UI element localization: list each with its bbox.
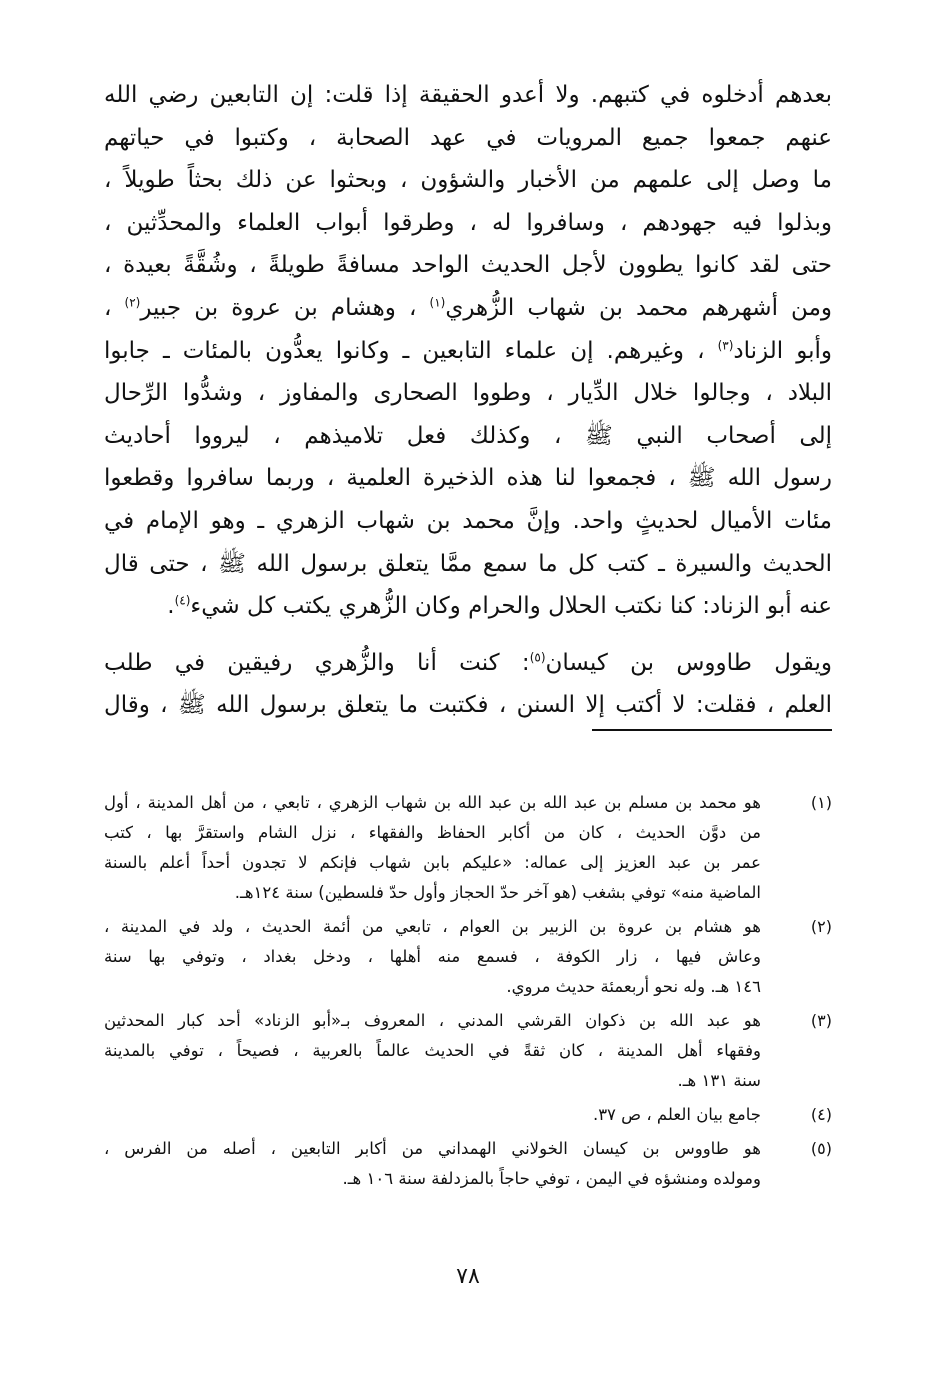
footnote-number: (٣)	[810, 1011, 832, 1030]
text-segment: عنه أبو الزناد: كنا نكتب الحلال والحرام وكان الزُّهري يكتب كل شيء	[190, 593, 832, 620]
text-line: وبذلوا فيه جهودهم ، وسافروا له ، وطرقوا أبواب العلماء والمحدِّثين ،	[104, 209, 832, 236]
text-line	[104, 330, 832, 373]
text-segment: .	[167, 593, 175, 620]
footnote-line: سنة ١٣١ هـ.	[677, 1071, 761, 1090]
text-line: عنهم جمعوا جميع المرويات في عهد الصحابة ، وكتبوا في حياتهم	[104, 124, 832, 151]
footnote-number: (٥)	[810, 1139, 832, 1158]
footnote	[104, 912, 832, 1002]
text-segment: ، وغيرهم. إن علماء التابعين ـ وكانوا يعدُّون بالمئات ـ جابوا	[104, 337, 718, 364]
text-line: رسول الله ﷺ ، فجمعوا لنا هذه الذخيرة العلمية ، وربما سافروا وقطعوا	[104, 465, 832, 492]
paragraph-2	[104, 642, 832, 727]
footnote-line: الماضية منه» توفي بشغب (هو آخر حدّ الحجاز وأول حدّ فلسطين) سنة ١٢٤هـ.	[234, 883, 761, 902]
footnote-line: هو هشام بن عروة بن الزبير بن العوام ، تابعي من أئمة الحديث ، ولد في المدينة ،	[104, 917, 761, 936]
footnote-body	[104, 1134, 761, 1194]
footnote-body	[104, 1100, 761, 1130]
footnote-line: عمر بن عبد العزيز إلى عماله: «عليكم بابن شهاب فإنكم لا تجدون أحداً أعلم بالسنة	[104, 853, 761, 872]
text-line: العلم ، فقلت: لا أكتب إلا السنن ، فكتبت ما يتعلق برسول الله ﷺ ، وقال	[104, 692, 832, 719]
footnote-line: هو محمد بن مسلم بن عبد الله بن عبد الله بن شهاب الزهري ، تابعي ، من أهل المدينة ، أول	[104, 793, 761, 812]
text-line: حتى لقد كانوا يطوون لأجل الحديث الواحد مسافةً طويلةً ، وشُقَّةً بعيدة ،	[104, 252, 832, 279]
page-number: ٧٨	[456, 1264, 480, 1289]
text-line: إلى أصحاب النبي ﷺ ، وكذلك فعل تلاميذهم ، ليرووا أحاديث	[104, 422, 832, 449]
footnote-number: (٤)	[810, 1105, 832, 1124]
footnote-line: وعاش فيها ، زار الكوفة ، فسمع منه أهلها ، ودخل بغداد ، وتوفي بها سنة	[104, 947, 761, 966]
text-line	[104, 287, 832, 330]
footnote-line: هو عبد الله بن ذكوان القرشي المدني ، المعروف بـ«أبو الزناد» أحد كبار المحدثين	[104, 1011, 761, 1030]
footnote-number: (١)	[810, 793, 832, 812]
text-segment: : كنت أنا والزُّهري رفيقين في طلب	[104, 649, 530, 676]
footnote	[104, 1100, 832, 1130]
main-text	[104, 74, 832, 727]
text-segment: ومن أشهرهم محمد بن شهاب الزُّهري	[445, 294, 832, 321]
footnote-line: من دوَّن الحديث ، كان من أكابر الحفاظ والفقهاء ، نزل الشام واستقرَّ بها ، كتب	[104, 823, 761, 842]
footnote-number: (٢)	[810, 917, 832, 936]
footnote	[104, 1006, 832, 1096]
paragraph-1	[104, 74, 832, 628]
text-line: ما وصل إلى علمهم من الأخبار والشؤون ، وبحثوا عن ذلك بحثاً طويلاً ،	[104, 167, 832, 194]
footnote-separator	[592, 729, 832, 731]
footnote	[104, 788, 832, 908]
text-segment: ويقول طاووس بن كيسان	[545, 649, 832, 676]
footnote-ref: (٥)	[529, 650, 546, 665]
footnote-line: ١٤٦ هـ. وله نحو أربعمئة حديث مروي.	[506, 977, 761, 996]
text-line	[104, 585, 832, 628]
text-segment: وأبو الزناد	[733, 337, 832, 364]
text-line: بعدهم أدخلوه في كتبهم. ولا أعدو الحقيقة إذا قلت: إن التابعين رضي الله	[104, 82, 832, 108]
text-segment: ،	[104, 294, 125, 321]
footnote-ref: (٣)	[717, 337, 734, 352]
footnote-line: جامع بيان العلم ، ص ٣٧.	[592, 1105, 761, 1124]
footnote-ref: (٤)	[174, 593, 191, 608]
text-line	[104, 642, 832, 685]
footnote-ref: (١)	[429, 295, 446, 310]
footnote-line: ومولده ومنشؤه في اليمن ، توفي حاجاً بالمزدلفة سنة ١٠٦ هـ.	[342, 1169, 761, 1188]
footnote-line: وفقهاء أهل المدينة ، كان ثقةً في الحديث عالماً بالعربية ، فصيحاً ، توفي بالمدينة	[104, 1041, 761, 1060]
footnote-body	[104, 912, 761, 1002]
text-line: الحديث والسيرة ـ كتب كل ما سمع ممَّا يتعلق برسول الله ﷺ ، حتى قال	[104, 550, 832, 577]
footnote	[104, 1134, 832, 1194]
text-segment: ، وهشام بن عروة بن جبير	[140, 294, 430, 321]
text-line: مئات الأميال لحديثٍ واحد. وإنَّ محمد بن شهاب الزهري ـ وهو الإمام في	[104, 507, 832, 534]
footnote-body	[104, 1006, 761, 1096]
text-line: البلاد ، وجالوا خلال الدِّيار ، وطووا الصحارى والمفاوز ، وشدُّوا الرِّحال	[104, 380, 832, 407]
footnotes	[104, 788, 832, 1198]
footnote-body	[104, 788, 761, 908]
footnote-line: هو طاووس بن كيسان الخولاني الهمداني من أكابر التابعين ، أصله من الفرس ،	[104, 1139, 761, 1158]
footnote-ref: (٢)	[124, 295, 141, 310]
